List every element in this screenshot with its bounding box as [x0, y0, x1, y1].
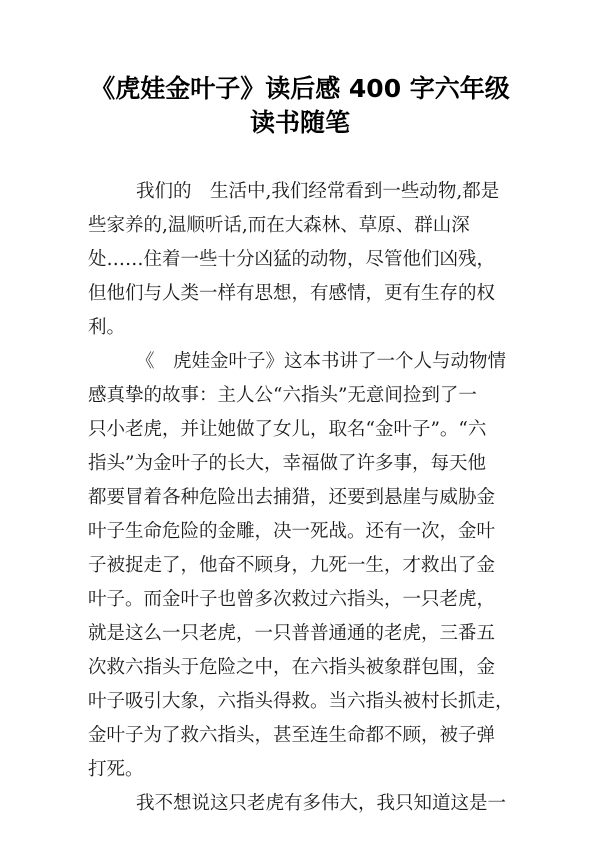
paragraph-2-line-9: 就是这么一只老虎，一只普普通通的老虎，三番五 — [88, 623, 496, 644]
paragraph-2-line-13: 打死。 — [88, 759, 144, 780]
paragraph-2-line-12: 金叶子为了救六指头，甚至连生命都不顾，被子弹 — [88, 725, 496, 746]
paragraph-1-line-2: 些家养的,温顺听话,而在大森林、草原、群山深 — [88, 215, 470, 236]
paragraph-3-line-1: 我不想说这只老虎有多伟大，我只知道这是一 — [136, 793, 507, 814]
document-title-line-2: 读书随笔 — [249, 108, 350, 137]
paragraph-2-line-8: 叶子。而金叶子也曾多次救过六指头，一只老虎， — [88, 589, 496, 610]
paragraph-1-line-5: 利。 — [88, 317, 126, 338]
paragraph-2-line-1: 《 虎娃金叶子》这本书讲了一个人与动物情 — [136, 351, 507, 372]
paragraph-1-line-3: 处……住着一些十分凶猛的动物，尽管他们凶残， — [88, 249, 496, 270]
paragraph-2-line-11: 叶子吸引大象，六指头得救。当六指头被村长抓走， — [88, 691, 514, 712]
paragraph-2-line-6: 叶子生命危险的金雕，决一死战。还有一次，金叶 — [88, 521, 496, 542]
paragraph-2-line-2: 感真挚的故事：主人公“六指头”无意间捡到了一 — [88, 385, 477, 406]
paragraph-2-line-7: 子被捉走了，他奋不顾身，九死一生，才救出了金 — [88, 555, 496, 576]
paragraph-1-line-1: 我们的 生活中,我们经常看到一些动物,都是 — [136, 181, 500, 202]
document-title-line-1: 《虎娃金叶子》读后感 400 字六年级 — [90, 74, 510, 103]
paragraph-2-line-5: 都要冒着各种危险出去捕猎，还要到悬崖与威胁金 — [88, 487, 496, 508]
paragraph-1-line-4: 但他们与人类一样有思想，有感情，更有生存的权 — [88, 283, 496, 304]
paragraph-2-line-3: 只小老虎，并让她做了女儿，取名“金叶子”。“六 — [88, 419, 487, 440]
paragraph-2-line-4: 指头”为金叶子的长大，幸福做了许多事，每天他 — [88, 453, 486, 474]
paragraph-2-line-10: 次救六指头于危险之中，在六指头被象群包围，金 — [88, 657, 496, 678]
